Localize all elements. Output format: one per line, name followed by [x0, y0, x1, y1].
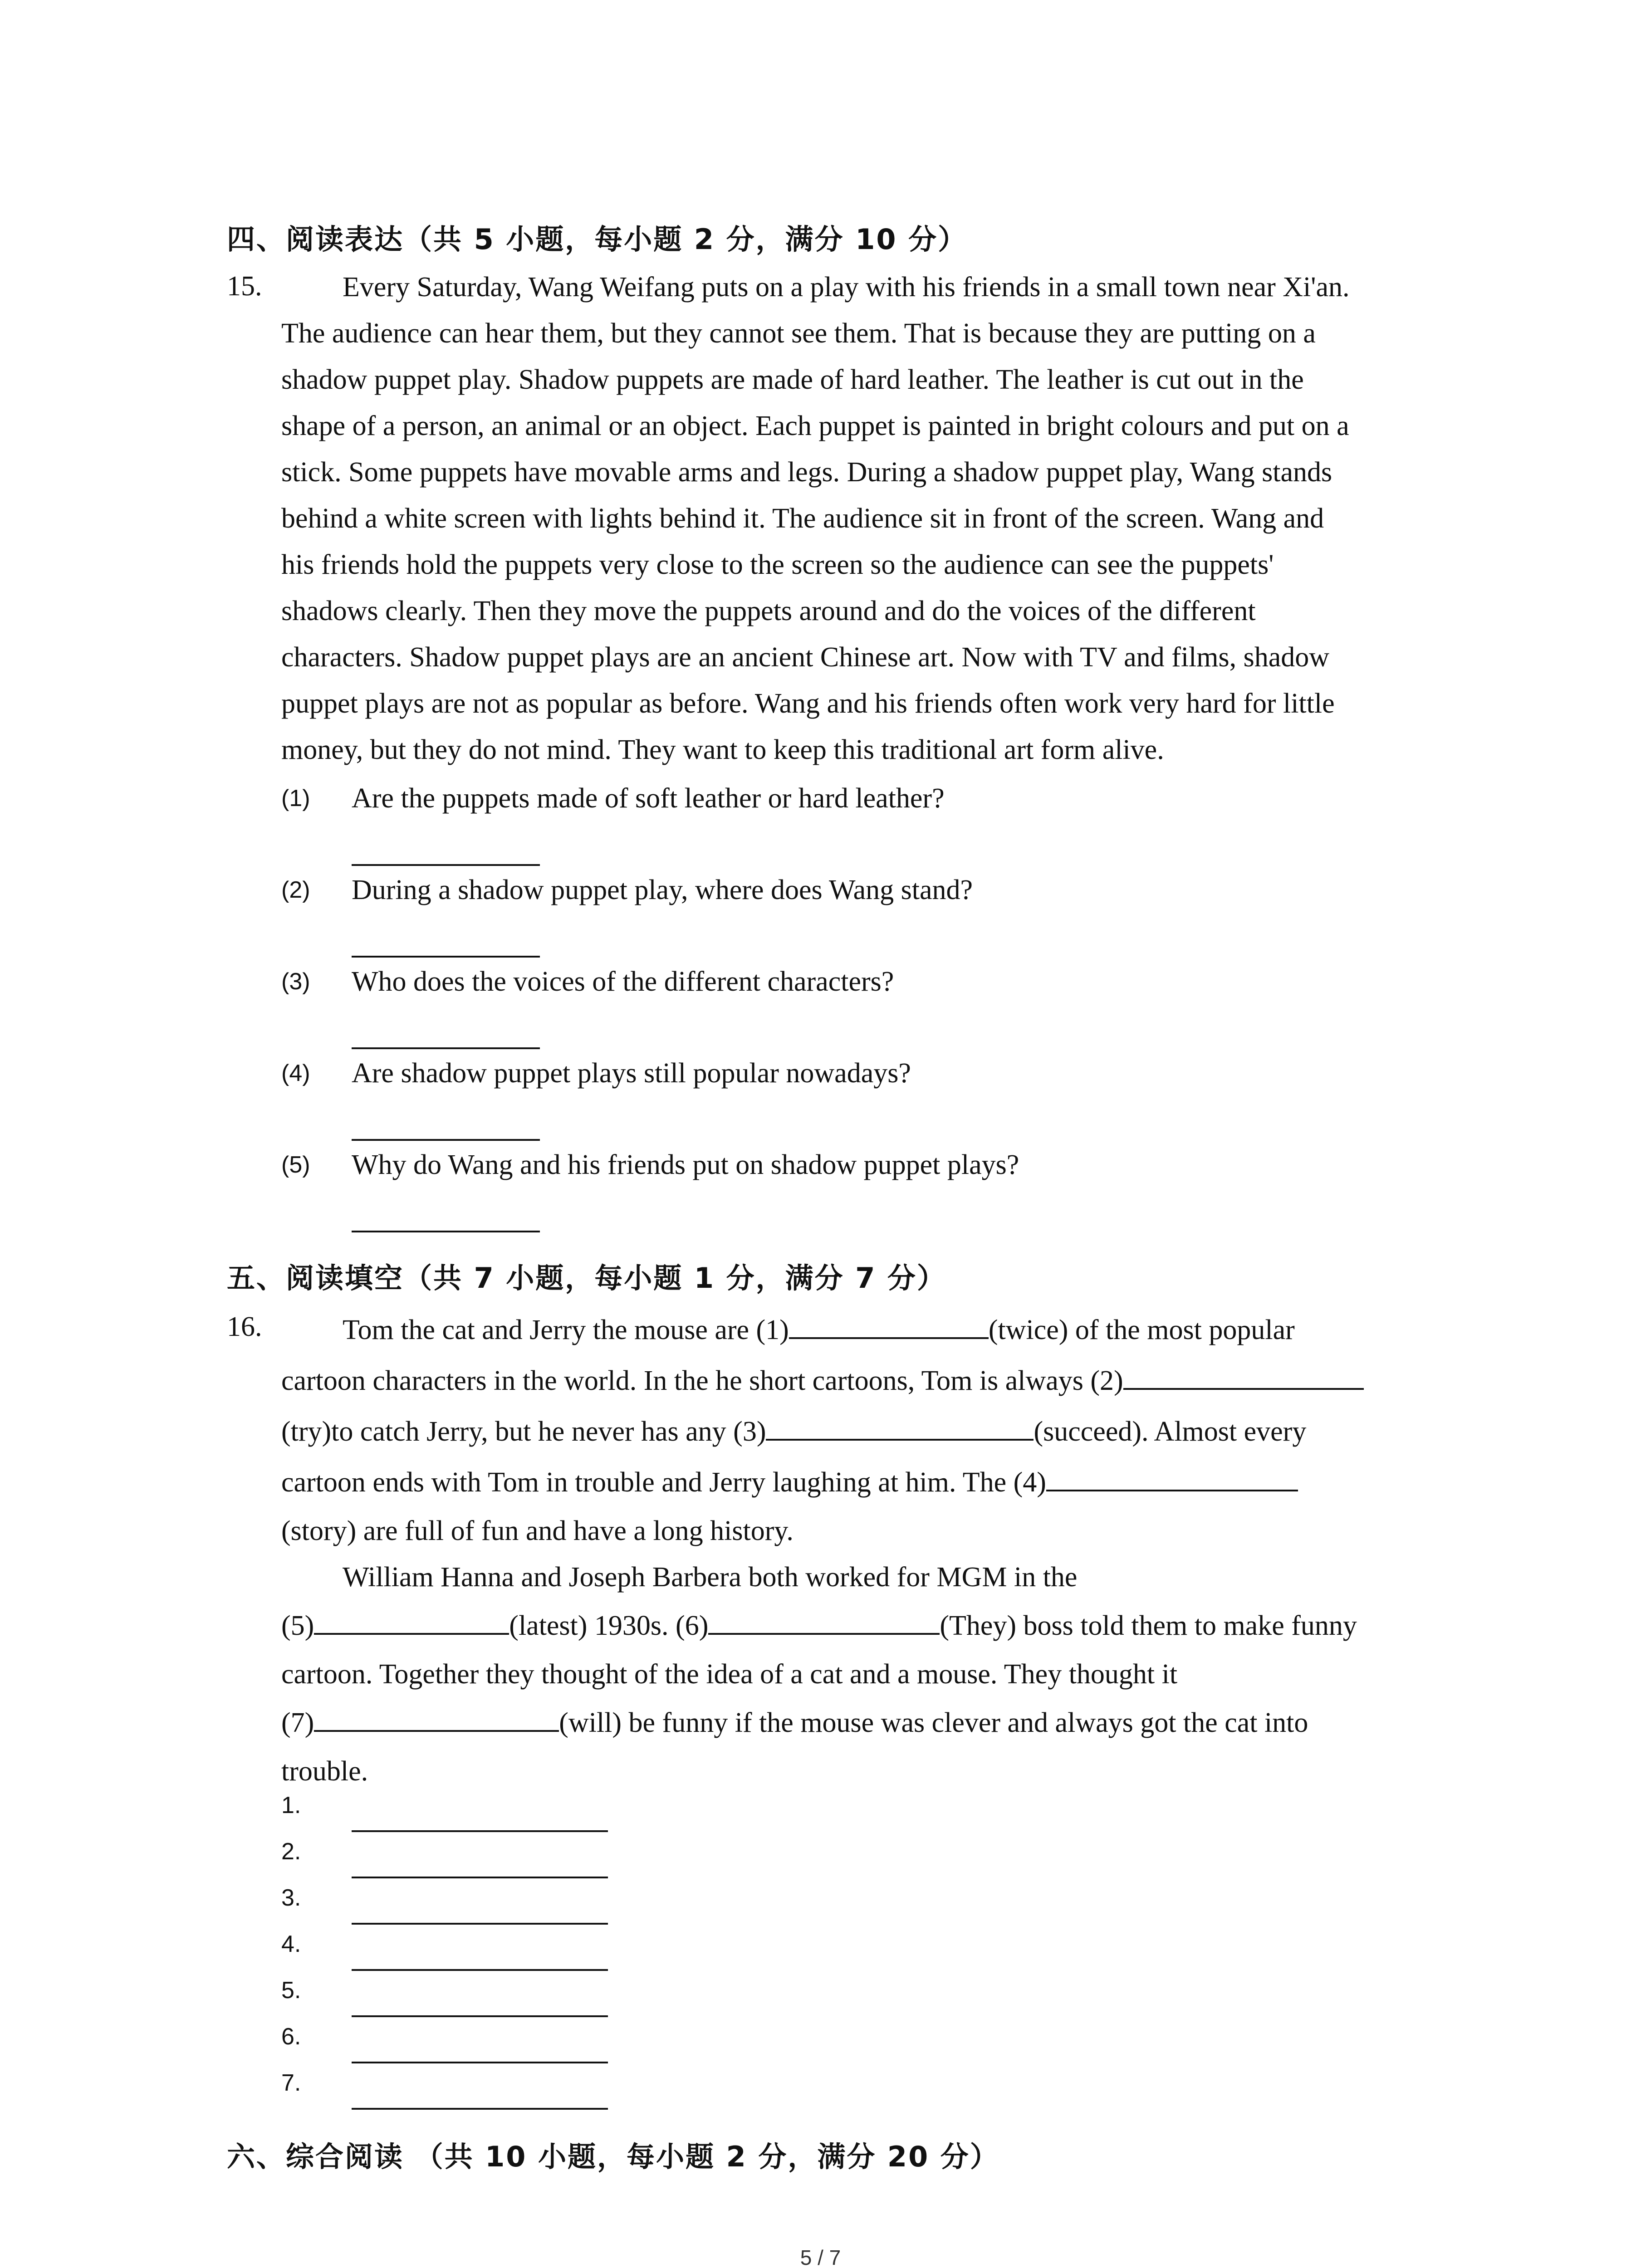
- page-number: 5 / 7: [800, 2246, 841, 2268]
- fill-blank-4[interactable]: [1046, 1458, 1298, 1491]
- passage-line: [281, 1355, 1479, 1406]
- sub-question-text: Who does the voices of the different characters?: [352, 966, 894, 997]
- passage-text: (twice) of the most popular: [988, 1315, 1295, 1345]
- passage-line: (story) are full of fun and have a long history.: [281, 1515, 794, 1546]
- answer-number: 7.: [281, 2070, 301, 2096]
- answer-number: 1.: [281, 1792, 301, 1818]
- passage-line: shape of a person, an animal or an object. Each puppet is painted in bright colours and put on a: [281, 411, 1349, 441]
- fill-blank-5[interactable]: [314, 1601, 509, 1635]
- passage-line: [281, 1457, 1479, 1508]
- answer-blank[interactable]: [352, 1877, 608, 1878]
- sub-question-text: Why do Wang and his friends put on shadow puppet plays?: [352, 1149, 1019, 1180]
- sub-question-number: (1): [281, 785, 310, 811]
- answer-blank[interactable]: [352, 956, 540, 958]
- fill-blank-3[interactable]: [766, 1407, 1034, 1441]
- sub-question-number: (3): [281, 968, 310, 995]
- sub-question-text: Are shadow puppet plays still popular nowadays?: [352, 1058, 911, 1089]
- passage-line: William Hanna and Joseph Barbera both worked for MGM in the: [343, 1562, 1078, 1593]
- passage-line: money, but they do not mind. They want to keep this traditional art form alive.: [281, 734, 1164, 765]
- section-heading-reading-expression: 四、阅读表达（共 5 小题，每小题 2 分，满分 10 分）: [227, 223, 968, 256]
- sub-question-number: (5): [281, 1152, 310, 1178]
- passage-text: (succeed). Almost every: [1034, 1416, 1307, 1447]
- sub-question-number: (2): [281, 877, 310, 903]
- question-number: 15.: [227, 271, 262, 302]
- fill-blank-1[interactable]: [789, 1305, 989, 1339]
- passage-line: puppet plays are not as popular as before. Wang and his friends often work very hard for little: [281, 688, 1335, 719]
- answer-blank[interactable]: [352, 1969, 608, 1971]
- passage-line: shadow puppet play. Shadow puppets are made of hard leather. The leather is cut out in the: [281, 364, 1304, 395]
- sub-question-number: (4): [281, 1060, 310, 1086]
- passage-line: [281, 1697, 1479, 1748]
- answer-blank[interactable]: [352, 2108, 608, 2110]
- passage-line: Every Saturday, Wang Weifang puts on a play with his friends in a small town near Xi'an.: [343, 272, 1350, 303]
- passage-text: (try)to catch Jerry, but he never has any (3): [281, 1416, 766, 1447]
- answer-blank[interactable]: [352, 2062, 608, 2063]
- fill-blank-6[interactable]: [708, 1601, 940, 1635]
- passage-line: [281, 1406, 1479, 1457]
- passage-text: (5): [281, 1610, 314, 1641]
- sub-question-text: During a shadow puppet play, where does Wang stand?: [352, 875, 973, 905]
- fill-blank-2[interactable]: [1123, 1356, 1364, 1390]
- section-heading-comprehensive-reading: 六、综合阅读 （共 10 小题，每小题 2 分，满分 20 分）: [227, 2140, 999, 2173]
- passage-line: characters. Shadow puppet plays are an ancient Chinese art. Now with TV and films, shadow: [281, 642, 1330, 673]
- passage-text: cartoon ends with Tom in trouble and Jerry laughing at him. The (4): [281, 1467, 1046, 1498]
- passage-15: [281, 264, 1479, 773]
- fill-blank-7[interactable]: [314, 1698, 559, 1732]
- answer-number: 2.: [281, 1838, 301, 1865]
- passage-text: cartoon characters in the world. In the he short cartoons, Tom is always (2): [281, 1365, 1123, 1396]
- passage-line: shadows clearly. Then they move the puppets around and do the voices of the different: [281, 596, 1256, 626]
- passage-line: [281, 1305, 1479, 1355]
- section-heading-reading-fill-in: 五、阅读填空（共 7 小题，每小题 1 分，满分 7 分）: [227, 1261, 946, 1295]
- passage-line: cartoon. Together they thought of the idea of a cat and a mouse. They thought it: [281, 1659, 1178, 1690]
- answer-number: 6.: [281, 2024, 301, 2050]
- sub-question-text: Are the puppets made of soft leather or hard leather?: [352, 783, 945, 814]
- passage-line: The audience can hear them, but they cannot see them. That is because they are putting on a: [281, 318, 1316, 349]
- answer-blank[interactable]: [352, 864, 540, 866]
- passage-line: [281, 1600, 1479, 1651]
- passage-line: stick. Some puppets have movable arms and legs. During a shadow puppet play, Wang stands: [281, 457, 1332, 488]
- answer-number: 4.: [281, 1931, 301, 1957]
- answer-blank[interactable]: [352, 1139, 540, 1141]
- passage-text: (7): [281, 1707, 314, 1738]
- passage-line: his friends hold the puppets very close to the screen so the audience can see the puppets': [281, 549, 1274, 580]
- answer-blank[interactable]: [352, 1830, 608, 1832]
- question-number: 16.: [227, 1311, 262, 1342]
- answer-number: 3.: [281, 1885, 301, 1911]
- answer-blank[interactable]: [352, 1231, 540, 1232]
- passage-16: [281, 1305, 1479, 1794]
- answer-number: 5.: [281, 1977, 301, 2004]
- passage-text: (They) boss told them to make funny: [940, 1610, 1357, 1641]
- answer-blank[interactable]: [352, 2015, 608, 2017]
- answer-blank[interactable]: [352, 1047, 540, 1049]
- passage-text: (latest) 1930s. (6): [509, 1610, 709, 1641]
- passage-text: (will) be funny if the mouse was clever and always got the cat into: [559, 1707, 1308, 1738]
- passage-text: Tom the cat and Jerry the mouse are (1): [343, 1315, 789, 1345]
- answer-blank[interactable]: [352, 1923, 608, 1925]
- passage-line: trouble.: [281, 1756, 368, 1787]
- passage-line: behind a white screen with lights behind it. The audience sit in front of the screen. Wang and: [281, 503, 1324, 534]
